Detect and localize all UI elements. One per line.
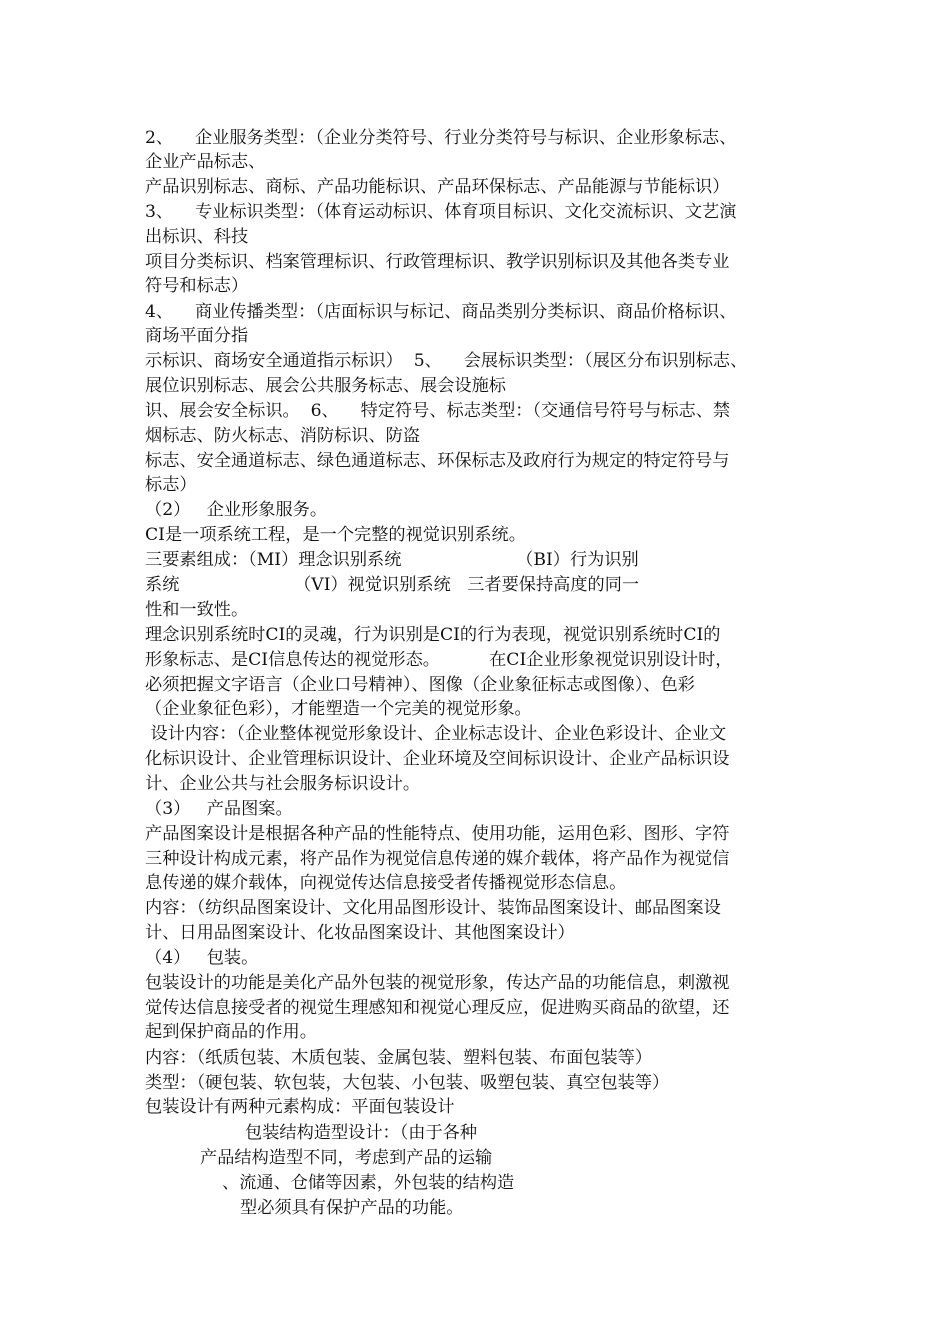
text-line: 理念识别系统时CI的灵魂，行为识别是CI的行为表现，视觉识别系统时CI的 (145, 625, 721, 645)
text-line: CI是一项系统工程，是一个完整的视觉识别系统。 (145, 525, 526, 545)
text-line: 息传递的媒介载体，向视觉传达信息接受者传播视觉形态信息。 (145, 873, 627, 893)
text-line: 计、企业公共与社会服务标识设计。 (145, 774, 421, 794)
text-line: 产品图案设计是根据各种产品的性能特点、使用功能，运用色彩、图形、字符 (145, 824, 730, 844)
text-line: 产品结构造型不同，考虑到产品的运输 (200, 1148, 493, 1168)
text-line: 企业产品标志、 (145, 152, 266, 172)
text-line: 包装结构造型设计：（由于各种 (245, 1123, 478, 1143)
text-line: 类型：（硬包装、软包装，大包装、小包装、吸塑包装、真空包装等） (145, 1073, 670, 1093)
text-line: 商场平面分指 (145, 326, 249, 346)
text-line: 计、日用品图案设计、化妆品图案设计、其他图案设计） (145, 923, 575, 943)
text-line: 展位识别标志、展会公共服务标志、展会设施标 (145, 376, 506, 396)
text-line: 内容：（纸质包装、木质包装、金属包装、塑料包装、布面包装等） (145, 1048, 653, 1068)
section-heading: （2） 企业形象服务。 (145, 500, 328, 520)
text-line: 包装设计有两种元素构成：平面包装设计 (145, 1097, 455, 1117)
text-line: 符号和标志） (145, 276, 249, 296)
text-line: 烟标志、防火标志、消防标识、防盗 (145, 426, 421, 446)
text-line: 4、 商业传播类型：（店面标识与标记、商品类别分类标识、商品价格标识、 (145, 302, 737, 322)
text-line: 包装设计的功能是美化产品外包装的视觉形象，传达产品的功能信息，刺激视 (145, 973, 730, 993)
text-line: （企业象征色彩），才能塑造一个完美的视觉形象。 (145, 699, 532, 719)
text-line: 设计内容：（企业整体视觉形象设计、企业标志设计、企业色彩设计、企业文 (145, 724, 727, 744)
text-line: 产品识别标志、商标、产品功能标识、产品环保标志、产品能源与节能标识） (145, 177, 730, 197)
text-line: 、流通、仓储等因素，外包装的结构造 (222, 1173, 515, 1193)
text-line: 识、展会安全标识。 6、 特定符号、标志类型：（交通信号符号与标志、禁 (145, 401, 731, 421)
text-line: 形象标志、是CI信息传达的视觉形态。 在CI企业形象视觉识别设计时， (145, 650, 733, 670)
text-line: 出标识、科技 (145, 227, 249, 247)
text-line: 标志） (145, 475, 197, 495)
section-heading: （4） 包装。 (145, 948, 259, 968)
text-line: 示标识、商场安全通道指示标识） 5、 会展标识类型：（展区分布识别标志、 (145, 351, 748, 371)
text-line: 起到保护商品的作用。 (145, 1022, 317, 1042)
text-line: 必须把握文字语言（企业口号精神）、图像（企业象征标志或图像）、色彩 (145, 675, 695, 695)
text-line: 2、 企业服务类型：（企业分类符号、行业分类符号与标识、企业形象标志、 (145, 128, 737, 148)
text-line: 内容：（纺织品图案设计、文化用品图形设计、装饰品图案设计、邮品图案设 (145, 898, 721, 918)
text-line: 标志、安全通道标志、绿色通道标志、环保标志及政府行为规定的特定符号与 (145, 451, 730, 471)
text-line: 系统 （VI）视觉识别系统 三者要保持高度的同一 (145, 575, 640, 595)
text-line: 三要素组成：（MI）理念识别系统 （BI）行为识别 (145, 550, 639, 570)
text-line: 化标识设计、企业管理标识设计、企业环境及空间标识设计、企业产品标识设 (145, 749, 730, 769)
section-heading: （3） 产品图案。 (145, 799, 293, 819)
text-line: 觉传达信息接受者的视觉生理感知和视觉心理反应，促进购买商品的欲望，还 (145, 998, 730, 1018)
text-line: 型必须具有保护产品的功能。 (240, 1198, 464, 1218)
text-line: 3、 专业标识类型：（体育运动标识、体育项目标识、文化交流标识、文艺演 (145, 202, 737, 222)
text-line: 性和一致性。 (145, 600, 249, 620)
text-line: 项目分类标识、档案管理标识、行政管理标识、教学识别标识及其他各类专业 (145, 252, 730, 272)
text-line: 三种设计构成元素，将产品作为视觉信息传递的媒介载体，将产品作为视觉信 (145, 849, 730, 869)
